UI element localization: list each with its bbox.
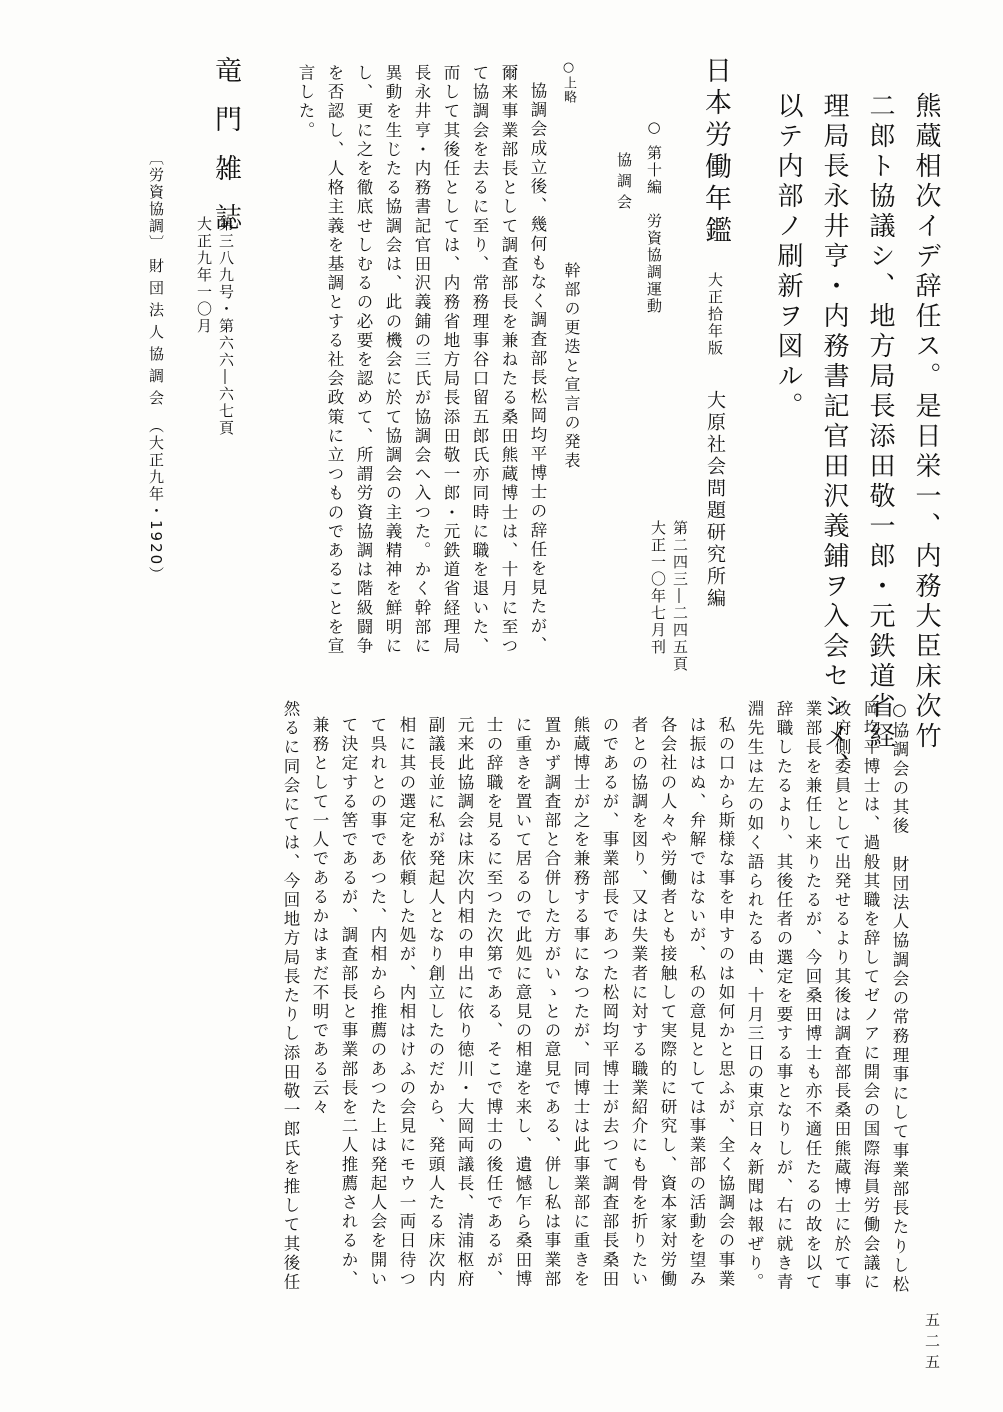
body-line: を否認し、人格主義を基調とする社会政策に立つものであることを宣 <box>325 64 344 657</box>
lower-body-line: て呉れとの事であつた、内相から推薦のあつた上は発起人会を開い <box>368 716 387 1289</box>
body-line: 協調会成立後、幾何もなく調査部長松岡均平博士の辞任を見たが、 <box>528 82 547 655</box>
lower-body-line: 副議長並に私が発起人となり創立したのだから、発頭人たる床次内 <box>426 716 445 1289</box>
lower-body-line: 士の辞職を見るに至つた次第である、そこで博士の後任であるが、 <box>484 716 503 1289</box>
main-text-line-4: 以テ内部ノ刷新ヲ図ル。 <box>773 92 803 422</box>
main-text-line-1: 熊蔵相次イデ辞任ス。是日栄一、内務大臣床次竹 <box>911 92 941 752</box>
source2-ref-pages: 第三八九号・第六六―六七頁 <box>217 216 235 437</box>
source-ref-date: 大正一〇年七月刊 <box>649 520 667 656</box>
header-category: 〔労資協調〕 <box>147 150 165 252</box>
header-period: （大正九年・1920） <box>147 418 165 584</box>
lower-body-line: 然るに同会にては、今回地方局長たりし添田敬一郎氏を推して其後任 <box>281 700 300 1293</box>
source-reference-date <box>647 520 670 656</box>
body-line: 長永井亨・内務書記官田沢義鋪の三氏が協調会へ入つた。かく幹部に <box>412 64 431 657</box>
source2-ref-date: 大正九年一〇月 <box>195 216 213 335</box>
body-line: 而して其後任としては、内務省地方局長添田敬一郎・元鉄道省経理局 <box>441 64 460 657</box>
omission-mark: ○上略 <box>561 60 576 104</box>
main-text-line-3: 理局長永井亨・内務書記官田沢義鋪ヲ入会セシメ、 <box>819 92 849 782</box>
lower-body-line: 淵先生は左の如く語られたる由、十月三日の東京日々新聞は報ぜり。 <box>745 700 764 1293</box>
lower-body-line: 私の口から斯様な事を申すのは如何かと思ふが、全く協調会の事業 <box>716 716 735 1289</box>
lower-body-line: て決定する筈であるが、調査部長と事業部長を二人推薦されるか、 <box>339 716 358 1289</box>
lower-body-line: 辞職したるより、其後任者の選定を要する事となりしが、右に就き青 <box>774 700 793 1293</box>
subsection-heading: 協調会 <box>615 152 633 215</box>
body-line: 異動を生じたる協調会は、此の機会に於て協調会の主義精神を鮮明に <box>383 64 402 657</box>
body-line: て協調会を去るに至り、常務理事谷口留五郎氏亦同時に職を退いた、 <box>470 64 489 657</box>
lower-body-line: 政府側委員として出発せるより其後は調査部長桑田熊蔵博士に於て事 <box>832 700 851 1293</box>
subheading: 幹部の更迭と宣言の発表 <box>562 262 581 471</box>
lower-body-line: 業部長を兼任し来りたるが、今回桑田博士も亦不適任たるの故を以て <box>803 700 822 1293</box>
body-line: し、更に之を徹底せしむるの必要を認めて、所謂労資協調は階級闘争 <box>354 64 373 657</box>
source-reference <box>669 520 692 673</box>
lower-body-line: 者との協調を図り、又は失業者に対する職業紹介にも骨を折りたい <box>629 716 648 1289</box>
lower-body-line: ○協調会の其後 財団法人協調会の常務理事にして事業部長たりし松 <box>890 700 909 1295</box>
header-organization: 財団法人協調会 <box>147 258 165 412</box>
lower-body-line: に重きを置いて居るので此処に意見の相違を来し、遺憾乍ら桑田博 <box>513 716 532 1289</box>
lower-body-line: 岡均平博士は、過般其職を辞してゼノアに開会の国際海員労働会議に <box>861 700 880 1293</box>
source-ref-pages: 第二四三―二四五頁 <box>671 520 689 673</box>
section-heading: ○ 第十編 労資協調運動 <box>645 118 663 315</box>
source-title <box>702 56 729 610</box>
main-text-line-2: 二郎ト協議シ、地方局長添田敬一郎・元鉄道省経 <box>865 92 895 752</box>
lower-body-line: 各会社の人々や労働者とも接触して実際的に研究し、資本家対労働 <box>658 716 677 1289</box>
body-line: 言した。 <box>296 64 315 141</box>
page-number: 五二五 <box>923 1312 941 1375</box>
lower-body-line: 元来此協調会は床次内相の申出に依り徳川・大岡両議長、清浦枢府 <box>455 716 474 1289</box>
lower-body-line: 相に其の選定を依頼した処が、内相はけふの会見にモウ一両日待つ <box>397 716 416 1289</box>
lower-body-line: は振はぬ、弁解ではないが、私の意見としては事業部の活動を望み <box>687 716 706 1289</box>
source-title-text: 日本労働年鑑 <box>700 56 731 248</box>
lower-body-line: のであるが、事業部長であつた松岡均平博士が去つて調査部長桑田 <box>600 716 619 1289</box>
source2-title: 竜門雑誌 <box>210 56 241 252</box>
lower-body-line: 熊蔵博士が之を兼務する事になつたが、同博士は此事業部に重きを <box>571 716 590 1289</box>
source-edition: 大正拾年版 <box>706 271 724 357</box>
lower-body-line: 兼務として一人であるかはまだ不明である云々 <box>310 716 329 1118</box>
source-publisher: 大原社会問題研究所編 <box>704 390 726 611</box>
body-line: 爾来事業部長として調査部長を兼ねたる桑田熊蔵博士は、十月に至つ <box>499 64 518 657</box>
lower-body-line: 置かず調査部と合併した方がいゝとの意見である、併し私は事業部 <box>542 716 561 1289</box>
